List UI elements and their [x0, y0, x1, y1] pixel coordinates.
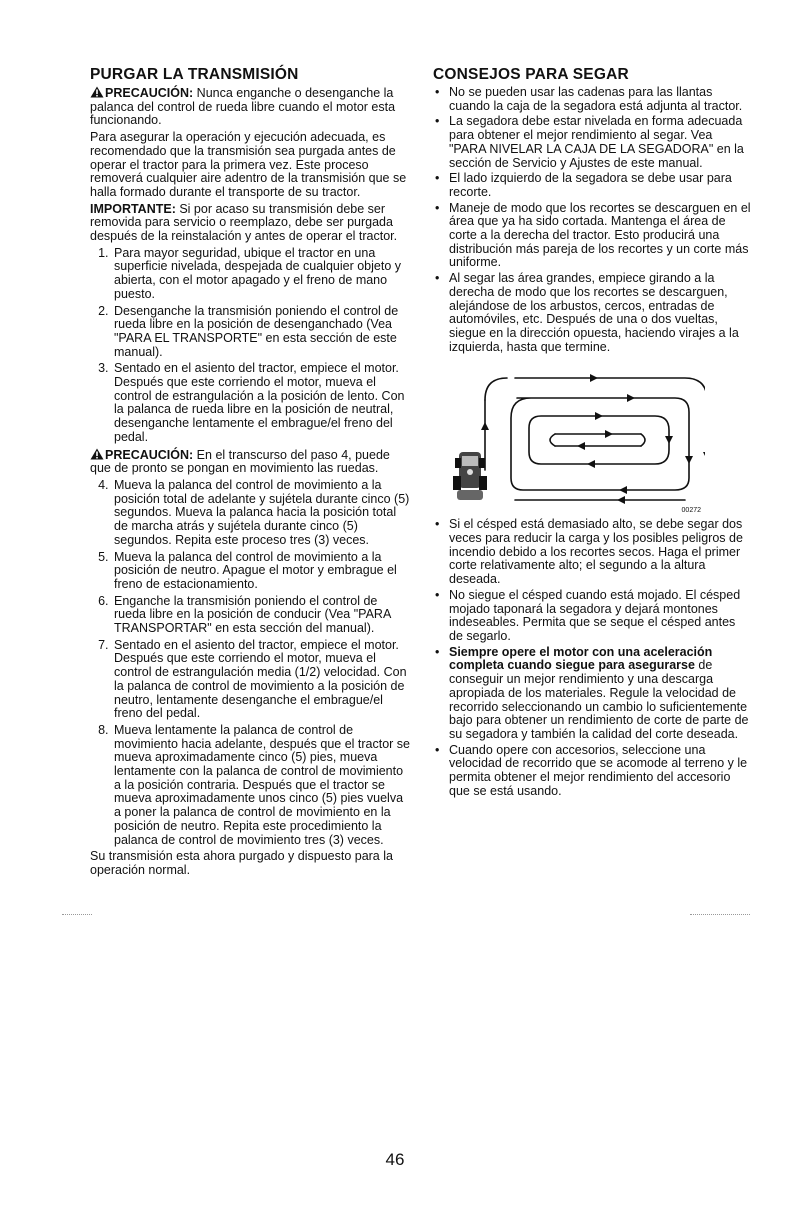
steps-list-a [90, 247, 412, 445]
step-item: 1. Para mayor seguridad, ubique el tractor en una superficie nivelada, despejada de cualquier objeto y abierta, con el motor apagado y el freno de mano puesto. [112, 247, 412, 302]
section-title-mowing-tips: CONSEJOS PARA SEGAR [433, 66, 629, 83]
caution-paragraph-2 [90, 448, 412, 476]
caution-label: PRECAUCIÓN: [105, 86, 194, 100]
intro-paragraph: Para asegurar la operación y ejecución adecuada, es recomendado que la transmisión sea purgada antes de operar el tractor para la primera vez. Este proceso removerá cualquier aire adentro de la transmisión que se halla formado durante el transporte de su tractor. [90, 130, 407, 199]
scan-line-left [62, 914, 92, 915]
tip-item: • Maneje de modo que los recortes se descarguen en el área que ya ha sido cortada. Mantenga el área de corte a la derecha del tractor. Esto producirá una distribución más pareja de los recortes y un corte más uniforme. [449, 202, 751, 271]
page-number: 46 [385, 1150, 405, 1169]
important-text: Si por acaso su transmisión debe ser removida para servicio o reemplazo, debe ser purgada después de la reinstalación y antes de operar el tractor. [90, 201, 398, 244]
tip-item: • No se pueden usar las cadenas para las llantas cuando la caja de la segadora está adjunta al tractor. [449, 86, 751, 113]
tip-item: • La segadora debe estar nivelada en forma adecuada para obtener el mejor rendimiento al segar. Vea "PARA NIVELAR LA CAJA DE LA SEGADORA" en la sección de Servicio y Ajustes de este manual. [449, 115, 751, 170]
tip-item-bold [449, 646, 751, 742]
scan-line-right [690, 914, 750, 915]
tip-item: • Si el césped está demasiado alto, se debe segar dos veces para reducir la carga y los posibles peligros de incendio debido a los recortes secos. Haga el primer corte relativamente alto; el segundo a la altura deseada. [449, 518, 751, 587]
important-label: IMPORTANTE: [90, 201, 176, 216]
tractor-icon [453, 452, 487, 500]
tips-list-a [433, 86, 751, 354]
warning-triangle-icon [90, 86, 104, 98]
caution-paragraph-1 [90, 86, 412, 128]
mowing-pattern-illustration [445, 360, 705, 510]
section-title-purge: PURGAR LA TRANSMISIÓN [90, 66, 299, 83]
left-column [90, 66, 412, 881]
right-column [433, 66, 751, 800]
caution-label: PRECAUCIÓN: [105, 447, 194, 462]
mowing-pattern-diagram [445, 360, 705, 515]
warning-triangle-icon [90, 448, 104, 460]
step-item: 5. Mueva la palanca del control de movimiento a la posición de neutro. Apague el motor y embrague el freno de estacionamiento. [112, 551, 412, 592]
step-item: 8. Mueva lentamente la palanca de control de movimiento hacia adelante, después que el tractor se mueva aproximadamente cinco (5) pies, mueva lentamente con la palanca de control de movimiento a la posición contraria. Después que el tractor se mueva aproximadamente unos cinco (5) pies vuelva a poner la palanca de control de movimiento en la posición de neutro. Repita este procedimiento la palanca de control de movimiento tres (3) veces. [112, 724, 412, 847]
caution-text: Nunca enganche o desenganche la palanca del control de rueda libre cuando el motor esta funcionando. [90, 86, 396, 128]
important-paragraph [90, 203, 412, 244]
step-item: 7. Sentado en el asiento del tractor, empiece el motor. Después que este corriendo el motor, mueva el control de estrangulación media (1/2) velocidad. Con la palanca de control de movimiento a la posición de neutro, lentamente desenganche el embrague/el freno del pedal. [112, 639, 412, 721]
tip-item: • El lado izquierdo de la segadora se debe usar para recorte. [449, 172, 751, 199]
tip-item: • Al segar las área grandes, empiece girando a la derecha de modo que los recortes se descarguen, alejándose de los arbustos, cercos, entradas de automóviles, etc. Después de una o dos vueltas, siegue en la dirección opuesta, haciendo virajes a la izquierda, hasta que termine. [449, 272, 751, 354]
tip-item: • No siegue el césped cuando está mojado. El césped mojado taponará la segadora y dejará montones indeseables. Permita que se seque el césped antes de segarlo. [449, 589, 751, 644]
closing-paragraph: Su transmisión esta ahora purgado y dispuesto para la operación normal. [90, 849, 393, 877]
tip-rest: de conseguir un mejor rendimiento y una descarga apropiada de los materiales. Regule la velocidad de recorrido seleccionando un cambio lo suficientemente bajo para obtener un rendimiento de corte de parte de su segadora y también la calidad del corte deseada. [449, 658, 749, 741]
tip-bold-lead: Siempre opere el motor con una aceleración completa cuando siegue para asegurarse [449, 644, 713, 673]
step-item: 6. Enganche la transmisión poniendo el control de rueda libre en la posición de conducir (Vea "PARA TRANSPORTAR" en esta sección del manual). [112, 595, 412, 636]
diagram-code: 00272 [681, 507, 701, 515]
step-item: 4. Mueva la palanca del control de movimiento a la posición total de adelante y sujétela durante cinco (5) segundos. Mueva la palanca hacia la posición total de marcha atrás y sujétela durante cinco (5) segundos. Repita este proceso tres (3) veces. [112, 479, 412, 548]
step-item: 2. Desenganche la transmisión poniendo el control de rueda libre en la posición de desenganchado (Vea "PARA EL TRANSPORTE" en esta sección de este manual). [112, 305, 412, 360]
tip-item: • Cuando opere con accesorios, seleccione una velocidad de recorrido que se acomode al terreno y le permita obtener el mejor rendimiento del accesorio que se está usando. [449, 744, 751, 799]
tips-list-b [433, 518, 751, 798]
steps-list-b [90, 479, 412, 847]
step-item: 3. Sentado en el asiento del tractor, empiece el motor. Después que este corriendo el motor, mueva el control de estrangulación a la posición de lento. Con la palanca de rueda libre en la posición de neutral, desenganche lentamente el embrague/el freno del pedal. [112, 362, 412, 444]
caution-text: En el transcurso del paso 4, puede que de pronto se pongan en movimiento las ruedas. [90, 447, 390, 476]
